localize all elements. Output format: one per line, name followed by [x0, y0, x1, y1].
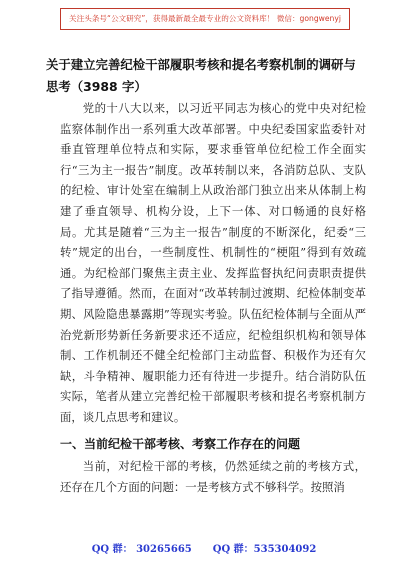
paragraph: 党的十八大以来，以习近平同志为核心的党中央对纪检监察体制作出一系列重大改革部署。中央纪委国家监委针对垂直管理单位特点和实际，要求垂管单位纪检工作全面实行“三为主一报告”制度。改革转制以来，各消防总队、支队的纪检、审计处室在编制上从政治部门独立出来从体制上构建了垂直领导、机构分设，上下一体、对口畅通的良好格局。尤其是随着“三为主一报告”制度的不断深化，纪委“三转”规定的出台，一些制度性、机制性的“梗阻”得到有效疏通。为纪检部门聚焦主责主业、发挥监督执纪问责职责提供了指导遵循。然而，在面对“改革转制过渡期、纪检体制变革期、风险隐患暴露期”等现实考验。队伍纪检体制与全面从严治党新形势新任务新要求还不适应，纪检组织机构和领导体制、工作机制还不健全纪检部门主动监督、积极作为还有欠缺，斗争精神、履职能力还有待进一步提升。结合消防队伍实际，笔者从建立完善纪检干部履职考核和提名考察机制方面，谈几点思考和建议。	[60, 101, 366, 424]
section-heading: 一、当前纪检干部考核、考察工作存在的问题	[60, 437, 301, 451]
document-body	[60, 98, 366, 428]
paragraph: 当前，对纪检干部的考核，仍然延续之前的考核方式，还存在几个方面的问题：一是考核方式不够科学。按照消	[60, 459, 366, 494]
document-body-continued	[60, 456, 366, 497]
footer-qq-group-2: QQ 群：535304092	[212, 544, 317, 555]
header-banner: 关注头条号“公文研究”，获得最新最全最专业的公文资料库！ 微信：gongwenyj	[60, 8, 350, 30]
document-title: 关于建立完善纪检干部履职考核和提名考察机制的调研与思考（3988 字）	[46, 57, 356, 94]
footer-contact	[0, 540, 408, 555]
footer-qq-group-1: QQ 群： 30265665	[91, 544, 192, 555]
